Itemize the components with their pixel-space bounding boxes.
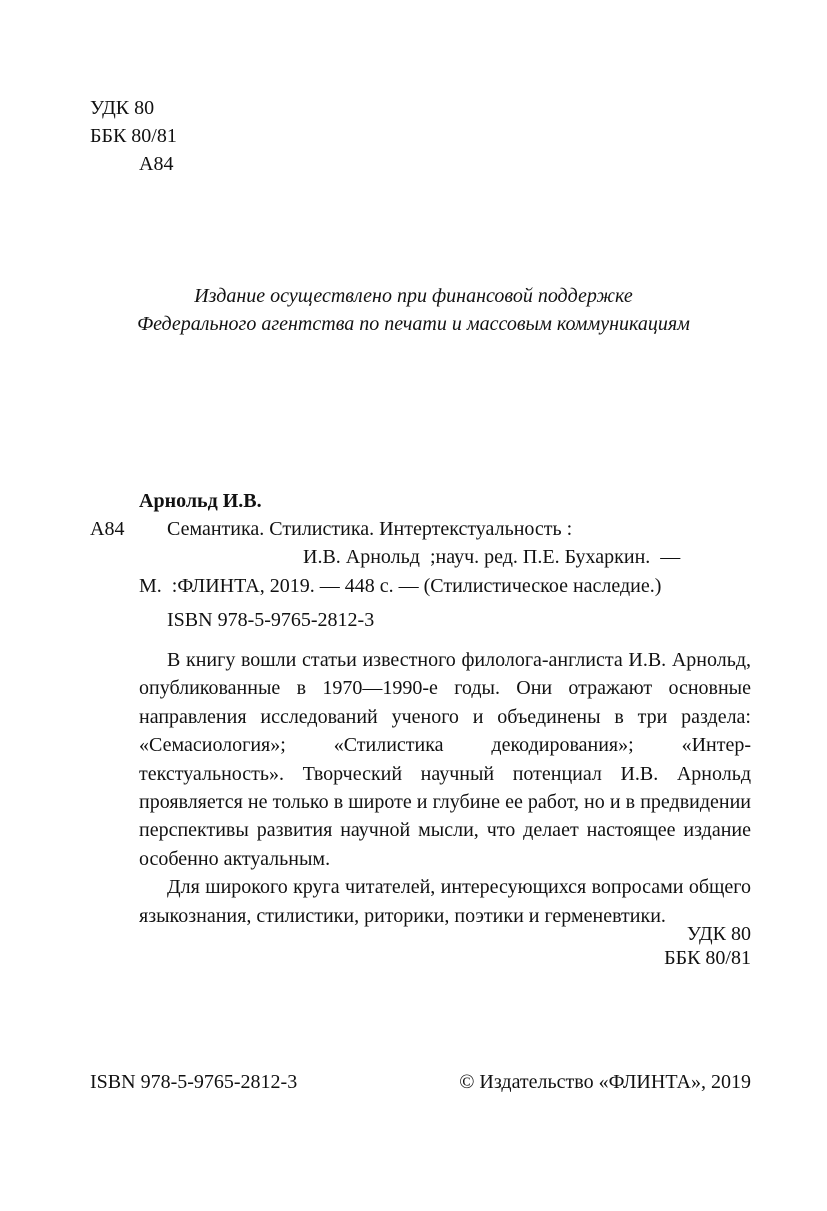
- udk-code-bottom: УДК 80: [686, 923, 751, 945]
- annotation-paragraph-2: Для широкого круга читателей, интересующихся вопросами общего языкознания, стилистики, риторики, поэтики и герменевтики.: [139, 876, 751, 927]
- udk-code: УДК 80: [90, 97, 155, 119]
- author-code: А84: [139, 153, 174, 175]
- catalog-author-code: А84: [90, 518, 125, 540]
- catalog-imprint: М. :ФЛИНТА, 2019. — 448 с. — (Стилистическое наследие.): [139, 575, 662, 597]
- catalog-title: Семантика. Стилистика. Интертекстуальность :: [167, 518, 573, 540]
- catalog-responsibility: И.В. Арнольд ;науч. ред. П.Е. Бухаркин. —: [303, 546, 681, 568]
- support-notice-line-1: Издание осуществлено при финансовой поддержке: [194, 285, 633, 307]
- catalog-author: Арнольд И.В.: [139, 490, 262, 512]
- bbk-code-bottom: ББК 80/81: [664, 947, 751, 969]
- financial-support-notice: [0, 282, 827, 338]
- footer-isbn: ISBN 978-5-9765-2812-3: [90, 1071, 298, 1093]
- footer-copyright: © Издательство «ФЛИНТА», 2019: [459, 1071, 751, 1093]
- annotation: [139, 646, 751, 930]
- catalog-isbn: ISBN 978-5-9765-2812-3: [167, 609, 375, 631]
- bbk-code: ББК 80/81: [90, 125, 177, 147]
- annotation-paragraph-1: В книгу вошли статьи известного филолога-англиста И.В. Арнольд, опубликованные в 1970—1990-е годы. Они отражают основные направления исследований ученого и объединены в три раздела: «Семасиология»; «Стилистика декодирования»; «Интертекстуальность». Творческий научный потенциал И.В. Арнольд проявляется не только в широте и глубине ее работ, но и в предвидении перспективы развития научной мысли, что делает настоящее издание особенно актуальным.: [139, 649, 751, 870]
- support-notice-line-2: Федерального агентства по печати и массовым коммуникациям: [137, 313, 690, 335]
